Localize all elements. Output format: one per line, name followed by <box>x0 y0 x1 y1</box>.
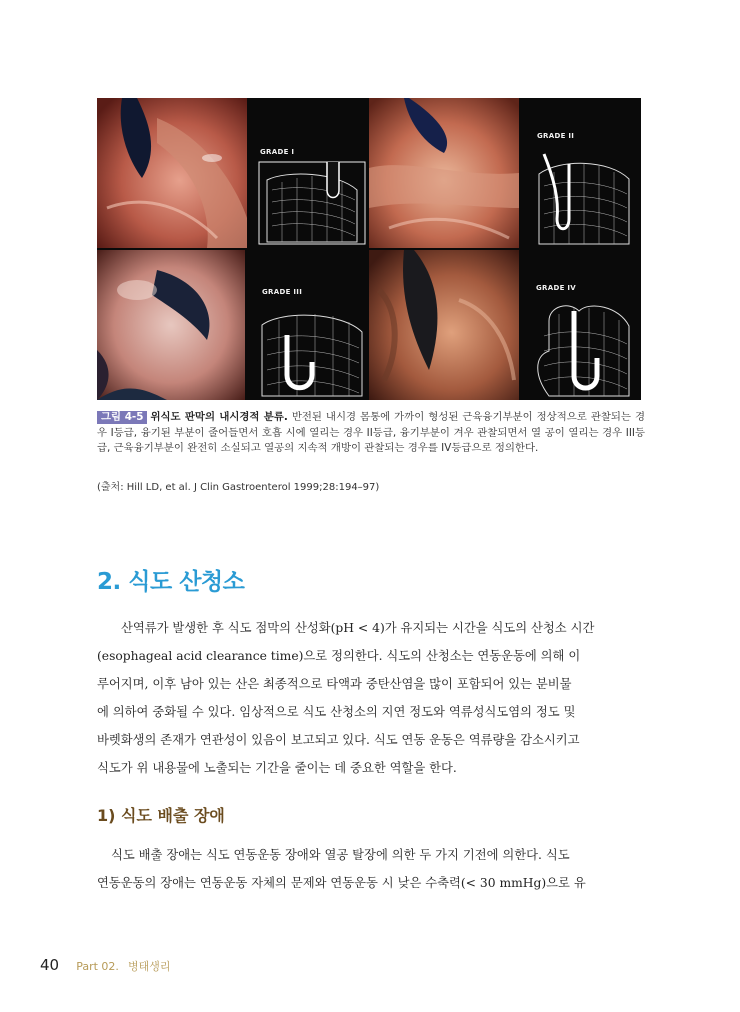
grade-label-1: GRADE I <box>260 148 295 156</box>
caption-line: 반전된 내시경 몸통에 가까이 형성된 근육융기부분이 정상적으로 <box>291 411 587 423</box>
footer-part: Part 02. <box>76 960 119 973</box>
page-footer <box>40 955 171 974</box>
paragraph-line: 루어지며, 이후 남아 있는 산은 최종적으로 타액과 중탄산염을 많이 포함되어 있는 분비물 <box>97 677 572 691</box>
panel-grade-1 <box>97 98 367 248</box>
caption-line: 정의한다. <box>494 442 539 455</box>
section-paragraph <box>97 618 644 788</box>
subsection-title: 1) 식도 배출 장애 <box>97 806 225 825</box>
paragraph-line: (esophageal acid clearance time)으로 정의한다. 식도의 산청소는 연동운동에 의해 이 <box>97 649 581 663</box>
page-number: 40 <box>40 956 60 974</box>
figure-tag: 그림 4-5 <box>97 411 147 424</box>
paragraph-line: 식도가 위 내용물에 노출되는 기간을 줄이는 데 중요한 역할을 한다. <box>97 761 457 775</box>
figure-title: 위식도 판막의 내시경적 분류. <box>150 411 288 423</box>
diagram-grade-2 <box>529 144 639 246</box>
paragraph-line: 식도 배출 장애는 식도 연동운동 장애와 열공 탈장에 의한 두 가지 기전에 의한다. 식도 <box>111 848 570 862</box>
paragraph-line: 에 의하여 중화될 수 있다. 임상적으로 식도 산청소의 지연 정도와 역류성식도염의 정도 및 <box>97 705 576 719</box>
panel-grade-2 <box>369 98 641 248</box>
endoscopy-photo-grade-2 <box>369 98 519 248</box>
grade-label-2: GRADE II <box>537 132 575 140</box>
diagram-grade-3 <box>257 300 367 398</box>
caption-line: 공이 열리는 경우 III등급, 근육융기부분이 완전히 소실되고 열공의 지속적 개방이 관찰되는 경우를 IV등급으로 <box>97 426 645 455</box>
paragraph-line: 산역류가 발생한 후 식도 점막의 산성화(pH < 4)가 유지되는 시간을 식도의 산청소 시간 <box>121 621 595 635</box>
caption-line: 관찰되는 경우 I등급, 융기된 부분이 줄어들면서 호흡 시에 열리는 경우 II등급, 융기부분이 겨우 관찰되면서 열 <box>97 411 645 439</box>
diagram-grade-1 <box>257 160 367 246</box>
panel-grade-4 <box>369 250 641 400</box>
endoscopy-photo-grade-1 <box>97 98 247 248</box>
section-title: 2. 식도 산청소 <box>97 569 245 595</box>
paragraph-line: 연동운동의 장애는 연동운동 자체의 문제와 연동운동 시 낮은 수축력(< 30 mmHg)으로 유 <box>97 876 586 890</box>
diagram-grade-4 <box>529 296 639 398</box>
endoscopy-photo-grade-4 <box>369 250 519 400</box>
grade-label-4: GRADE IV <box>536 284 577 292</box>
endoscopy-figure <box>97 98 641 400</box>
figure-caption <box>97 410 645 457</box>
footer-chapter: 병태생리 <box>128 960 171 973</box>
endoscopy-photo-grade-3 <box>97 250 245 400</box>
grade-label-3: GRADE III <box>262 288 303 296</box>
figure-source: (출처: Hill LD, et al. J Clin Gastroenterol 1999;28:194–97) <box>97 482 380 493</box>
subsection-paragraph <box>97 845 644 905</box>
paragraph-line: 바렛화생의 존재가 연관성이 있음이 보고되고 있다. 식도 연동 운동은 역류량을 감소시키고 <box>97 733 580 747</box>
panel-grade-3 <box>97 250 367 400</box>
